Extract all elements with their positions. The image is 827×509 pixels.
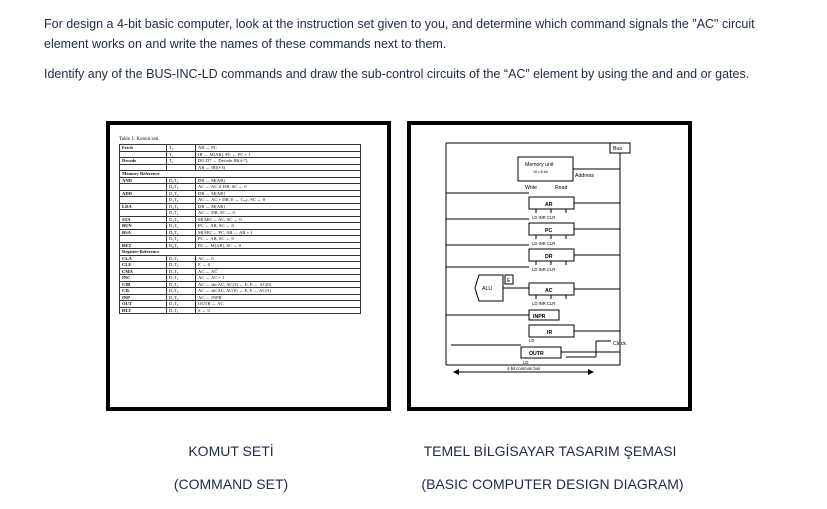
instruction-paragraph-1: For design a 4-bit basic computer, look at the instruction set given to you, and determine which command signals the "AC" circuit element works on and write the names of these commands next to them. [44, 17, 755, 51]
table-cell-op: PC ← M[AR], SC ← 0 [196, 242, 361, 249]
table-cell-op: M[AR] ← PC, AR ← AR + 1 [196, 229, 361, 236]
table-cell-name: Decode [120, 158, 167, 165]
instruction-table [119, 144, 361, 314]
memory-size-label: 16 x 8 bit [533, 170, 548, 174]
table-cell-cond: D₇T₃ [167, 288, 196, 295]
command-set-table [119, 137, 361, 314]
table-cell-op: AC ← INPR [196, 294, 361, 301]
table-cell-name: CIR [120, 281, 167, 288]
instruction-paragraph-2: Identify any of the BUS-INC-LD commands and draw the sub-control circuits of the “AC” element by using the and and or gates. [44, 67, 750, 81]
table-cell-cond: D₇T₃ [167, 307, 196, 314]
table-cell-op: AC ← 0 [196, 255, 361, 262]
table-cell-op: DR ← M[AR] [196, 190, 361, 197]
table-cell-cond: T₂ [167, 158, 196, 165]
table-cell-cond: D₇T₃ [167, 255, 196, 262]
table-cell-op: DR ← M[AR] [196, 177, 361, 184]
table-cell-name: BSA [120, 229, 167, 236]
table-cell-cond: D₇T₃ [167, 262, 196, 269]
alu-label: ALU [482, 286, 493, 292]
write-label: Write [525, 185, 538, 191]
table-cell-cond: D₇T₃ [167, 301, 196, 308]
left-caption-title: KOMUT SETİ [188, 443, 274, 459]
table-cell-op: AC ← shl AC, AC(0) ← E, E ← AC(3) [196, 288, 361, 295]
table-cell-name: RET [120, 242, 167, 249]
left-caption-subtitle: (COMMAND SET) [173, 476, 289, 492]
memory-label: Memory unit [525, 162, 554, 168]
pc-control-label: LD INR CLR [532, 241, 556, 246]
ar-label: AR [545, 202, 553, 208]
table-cell-name: OUT [120, 301, 167, 308]
e-label: E [507, 278, 511, 284]
table-cell-cond: D₂T₃ [167, 203, 196, 210]
table-cell-name: Fetch [120, 145, 167, 152]
table-cell-op: AC ← AC ∧ DR, SC ← 0 [196, 184, 361, 191]
table-title: Table 1: Komut seti [119, 137, 159, 142]
table-cell-cond: D₄T₃ [167, 223, 196, 230]
diagram-svg [411, 125, 688, 407]
table-cell-op: AC ← AC + DR, E ← Cₒᵤₜ, SC ← 0 [196, 197, 361, 204]
read-label: Read [555, 185, 568, 191]
table-cell-name: AND [120, 177, 167, 184]
table-cell-name: INP [120, 294, 167, 301]
dr-label: DR [545, 254, 553, 260]
table-cell-name: Register-Reference [120, 249, 361, 256]
table-cell-name: HLT [120, 307, 167, 314]
table-cell-op: AR ← IR(0-3) [196, 164, 361, 171]
table-cell-cond: T₀ [167, 145, 196, 152]
table-cell-op: S ← 0 [196, 307, 361, 314]
table-cell-op: OUTR ← AC [196, 301, 361, 308]
table-cell-cond: T₁ [167, 151, 196, 158]
table-cell-cond: D₀T₄ [167, 184, 196, 191]
outr-control-label: LD [523, 360, 529, 365]
ar-control-label: LD INR CLR [532, 215, 556, 220]
table-cell-name: CLA [120, 255, 167, 262]
table-cell-op: M[AR] ← AC, SC ← 0 [196, 216, 361, 223]
table-cell-cond: D₅T₄ [167, 236, 196, 243]
table-cell-name: CLE [120, 262, 167, 269]
table-cell-op: E ← 0 [196, 262, 361, 269]
common-bus-label: 4-bit common bus [507, 366, 541, 371]
table-cell-op: AC ← AC + 1 [196, 275, 361, 282]
basic-computer-diagram [407, 121, 692, 411]
ir-label: IR [547, 330, 553, 336]
ir-control-label: LD [529, 338, 535, 343]
table-cell-cond: D₇T₃ [167, 268, 196, 275]
table-cell-name: CIL [120, 288, 167, 295]
table-cell-name: Memory Reference [120, 171, 361, 178]
pc-label: PC [545, 228, 553, 234]
table-cell-name: CMA [120, 268, 167, 275]
table-cell-cond: D₀T₃ [167, 177, 196, 184]
table-cell-op: PC ← AR, SC ← 0 [196, 223, 361, 230]
table-cell-cond: D₇T₃ [167, 281, 196, 288]
outr-label: OUTR [529, 351, 544, 357]
table-cell-name: INC [120, 275, 167, 282]
address-label: Address [575, 173, 595, 179]
table-cell-cond: D₂T₄ [167, 210, 196, 217]
table-cell-op: DR ← M[AR] [196, 203, 361, 210]
table-cell-cond: D₆T₃ [167, 242, 196, 249]
table-cell-op: IR ← M[AR], PC ← PC + 1 [196, 151, 361, 158]
table-cell-op: AC ← AC̅ [196, 268, 361, 275]
bus-label: Bus [613, 146, 622, 152]
dr-control-label: LD INR CLR [532, 267, 556, 272]
table-cell-cond: D₁T₄ [167, 197, 196, 204]
table-cell-name: ADD [120, 190, 167, 197]
table-cell-op: AC ← DR, SC ← 0 [196, 210, 361, 217]
table-cell-cond: D₇T₃ [167, 275, 196, 282]
table-cell-cond: D₇T₃ [167, 294, 196, 301]
clock-label: Clock [613, 341, 626, 347]
table-cell-cond: D₅T₃ [167, 229, 196, 236]
table-cell-cond: D₃T₃ [167, 216, 196, 223]
memory-unit-box [518, 157, 573, 181]
right-caption-title: TEMEL BİLGİSAYAR TASARIM ŞEMASI [423, 443, 677, 459]
table-cell-op: AC ← shr AC, AC(3) ← E, E ← AC(0) [196, 281, 361, 288]
table-cell-op: D0..D7 ← Decode IR(4-7), [196, 158, 361, 165]
inpr-label: INPR [533, 314, 546, 320]
table-cell-op: AR ← PC [196, 145, 361, 152]
right-caption-subtitle: (BASIC COMPUTER DESIGN DIAGRAM) [421, 476, 684, 492]
table-row [120, 307, 361, 314]
table-cell-name: STA [120, 216, 167, 223]
table-cell-cond: D₁T₃ [167, 190, 196, 197]
table-cell-name: LDA [120, 203, 167, 210]
ac-control-label: LD INR CLR [532, 301, 556, 306]
table-cell-op: PC ← AR, SC ← 0 [196, 236, 361, 243]
ac-label: AC [545, 288, 553, 294]
command-set-figure [106, 121, 391, 411]
table-cell-name: BUN [120, 223, 167, 230]
